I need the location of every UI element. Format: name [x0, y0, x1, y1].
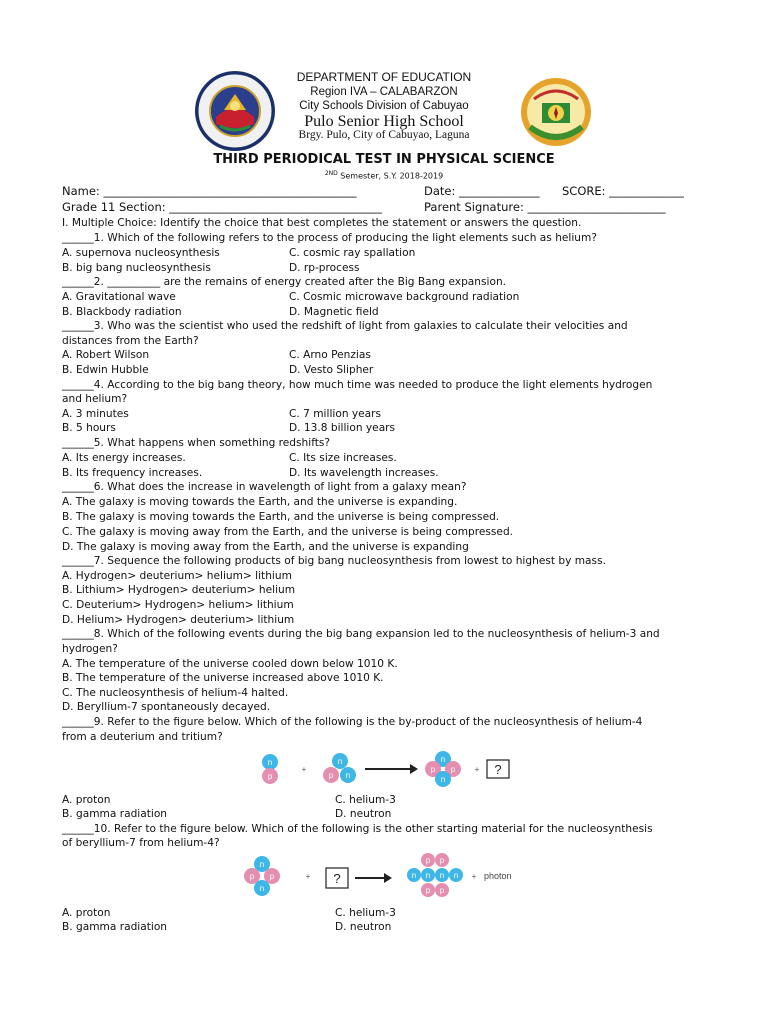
- q5-choice-a[interactable]: A. Its energy increases.: [62, 452, 186, 464]
- photon-label: photon: [484, 871, 512, 881]
- q8-choice-a[interactable]: A. The temperature of the universe cooled down below 1010 K.: [62, 658, 398, 670]
- unknown-product-mark: ?: [494, 762, 502, 777]
- q2-choice-d[interactable]: D. Magnetic field: [289, 306, 379, 318]
- neutron-label: n: [345, 771, 351, 780]
- figure-beryllium-7-nucleosynthesis: [238, 852, 528, 902]
- name-field[interactable]: Name: ____________________________________________: [62, 184, 357, 198]
- proton-label: p: [269, 872, 275, 881]
- neutron-label: n: [267, 758, 273, 767]
- instructions: I. Multiple Choice: Identify the choice that best completes the statement or answers the question.: [62, 217, 582, 229]
- q1-choice-b[interactable]: B. big bang nucleosynthesis: [62, 262, 211, 274]
- question-4-stem-line-1: ______4. According to the big bang theory, how much time was needed to produce the light elements hydrogen: [62, 379, 653, 391]
- neutron-label: n: [337, 757, 343, 766]
- reaction-arrow-head: [410, 764, 418, 774]
- q7-choice-b[interactable]: B. Lithium> Hydrogen> deuterium> helium: [62, 584, 296, 596]
- q1-choice-c[interactable]: C. cosmic ray spallation: [289, 247, 416, 259]
- q4-choice-a[interactable]: A. 3 minutes: [62, 408, 129, 420]
- question-9-stem-line-2: from a deuterium and tritium?: [62, 731, 223, 743]
- q1-choice-a[interactable]: A. supernova nucleosynthesis: [62, 247, 220, 259]
- q3-choice-b[interactable]: B. Edwin Hubble: [62, 364, 149, 376]
- proton-label: p: [328, 771, 334, 780]
- unknown-reactant-mark: ?: [333, 871, 341, 886]
- question-8-stem-line-1: ______8. Which of the following events during the big bang expansion led to the nucleosynthesis of helium-3 and: [62, 628, 660, 640]
- figure-helium-4-nucleosynthesis: [250, 748, 520, 790]
- q10-choice-d[interactable]: D. neutron: [335, 921, 392, 933]
- question-10-stem-line-1: ______10. Refer to the figure below. Which of the following is the other starting material for the nucleosynthesis: [62, 823, 653, 835]
- proton-label: p: [249, 872, 255, 881]
- q6-choice-d[interactable]: D. The galaxy is moving away from the Earth, and the universe is expanding: [62, 541, 469, 553]
- question-6-stem: ______6. What does the increase in wavelength of light from a galaxy mean?: [62, 481, 467, 493]
- q7-choice-d[interactable]: D. Helium> Hydrogen> deuterium> lithium: [62, 614, 295, 626]
- school-name: Pulo Senior High School: [304, 113, 464, 130]
- division-heading: City Schools Division of Cabuyao: [299, 100, 469, 112]
- test-title: THIRD PERIODICAL TEST IN PHYSICAL SCIENCE: [213, 152, 555, 167]
- proton-label: p: [425, 856, 431, 865]
- neutron-label: n: [440, 775, 446, 784]
- q8-choice-d[interactable]: D. Beryllium-7 spontaneously decayed.: [62, 701, 271, 713]
- q4-choice-c[interactable]: C. 7 million years: [289, 408, 382, 420]
- question-9-stem-line-1: ______9. Refer to the figure below. Which of the following is the by-product of the nucleosynthesis of helium-4: [62, 716, 643, 728]
- neutron-label: n: [453, 871, 459, 880]
- q7-choice-a[interactable]: A. Hydrogen> deuterium> helium> lithium: [62, 570, 292, 582]
- question-2-stem: ______2. __________ are the remains of energy created after the Big Bang expansion.: [62, 276, 507, 288]
- question-5-stem: ______5. What happens when something redshifts?: [62, 437, 331, 449]
- proton-label: p: [439, 886, 445, 895]
- date-field[interactable]: Date: ______________: [424, 184, 540, 198]
- neutron-label: n: [440, 755, 446, 764]
- q8-choice-c[interactable]: C. The nucleosynthesis of helium-4 halted.: [62, 687, 289, 699]
- q9-choice-c[interactable]: C. helium-3: [335, 794, 396, 806]
- question-10-stem-line-2: of beryllium-7 from helium-4?: [62, 837, 220, 849]
- q5-choice-b[interactable]: B. Its frequency increases.: [62, 467, 203, 479]
- question-7-stem: ______7. Sequence the following products of big bang nucleosynthesis from lowest to highest by mass.: [62, 555, 606, 567]
- plus-sign: +: [471, 872, 477, 881]
- q9-choice-a[interactable]: A. proton: [62, 794, 111, 806]
- neutron-label: n: [259, 860, 265, 869]
- region-heading: Region IVA – CALABARZON: [310, 86, 458, 98]
- question-1-stem: ______1. Which of the following refers to the process of producing the light elements such as helium?: [62, 232, 597, 244]
- proton-label: p: [450, 765, 456, 774]
- q4-choice-d[interactable]: D. 13.8 billion years: [289, 422, 396, 434]
- neutron-label: n: [425, 871, 431, 880]
- q3-choice-d[interactable]: D. Vesto Slipher: [289, 364, 374, 376]
- semester-line: [0, 170, 768, 181]
- proton-label: p: [430, 765, 436, 774]
- q10-choice-c[interactable]: C. helium-3: [335, 907, 396, 919]
- neutron-label: n: [411, 871, 417, 880]
- proton-label: p: [267, 772, 273, 781]
- score-field[interactable]: SCORE: _____________: [562, 184, 684, 198]
- grade-section-field[interactable]: Grade 11 Section: _____________________________________: [62, 200, 383, 214]
- q3-choice-c[interactable]: C. Arno Penzias: [289, 349, 371, 361]
- reaction-arrow-head: [384, 873, 392, 883]
- q6-choice-a[interactable]: A. The galaxy is moving towards the Earth, and the universe is expanding.: [62, 496, 458, 508]
- q8-choice-b[interactable]: B. The temperature of the universe increased above 1010 K.: [62, 672, 384, 684]
- q5-choice-c[interactable]: C. Its size increases.: [289, 452, 397, 464]
- q1-choice-d[interactable]: D. rp-process: [289, 262, 360, 274]
- semester-text: Semester, S.Y. 2018-2019: [337, 171, 444, 181]
- q2-choice-b[interactable]: B. Blackbody radiation: [62, 306, 182, 318]
- q9-choice-b[interactable]: B. gamma radiation: [62, 808, 168, 820]
- q2-choice-a[interactable]: A. Gravitational wave: [62, 291, 176, 303]
- plus-sign: +: [305, 872, 311, 881]
- neutron-label: n: [439, 871, 445, 880]
- question-4-stem-line-2: and helium?: [62, 393, 128, 405]
- department-heading: DEPARTMENT OF EDUCATION: [296, 70, 472, 84]
- neutron-label: n: [259, 884, 265, 893]
- proton-label: p: [425, 886, 431, 895]
- question-3-stem-line-2: distances from the Earth?: [62, 335, 199, 347]
- proton-label: p: [439, 856, 445, 865]
- q4-choice-b[interactable]: B. 5 hours: [62, 422, 116, 434]
- parent-signature-field[interactable]: Parent Signature: ________________________: [424, 200, 666, 214]
- q6-choice-c[interactable]: C. The galaxy is moving away from the Earth, and the universe is being compressed.: [62, 526, 514, 538]
- plus-sign: +: [474, 765, 480, 774]
- question-3-stem-line-1: ______3. Who was the scientist who used the redshift of light from galaxies to calculate their velocities and: [62, 320, 628, 332]
- q2-choice-c[interactable]: C. Cosmic microwave background radiation: [289, 291, 520, 303]
- q6-choice-b[interactable]: B. The galaxy is moving towards the Earth, and the universe is being compressed.: [62, 511, 500, 523]
- q3-choice-a[interactable]: A. Robert Wilson: [62, 349, 150, 361]
- semester-superscript: 2ND: [324, 170, 338, 177]
- q9-choice-d[interactable]: D. neutron: [335, 808, 392, 820]
- plus-sign: +: [301, 765, 307, 774]
- q5-choice-d[interactable]: D. Its wavelength increases.: [289, 467, 439, 479]
- question-8-stem-line-2: hydrogen?: [62, 643, 118, 655]
- q10-choice-b[interactable]: B. gamma radiation: [62, 921, 168, 933]
- q10-choice-a[interactable]: A. proton: [62, 907, 111, 919]
- q7-choice-c[interactable]: C. Deuterium> Hydrogen> helium> lithium: [62, 599, 294, 611]
- school-address: Brgy. Pulo, City of Cabuyao, Laguna: [298, 129, 470, 141]
